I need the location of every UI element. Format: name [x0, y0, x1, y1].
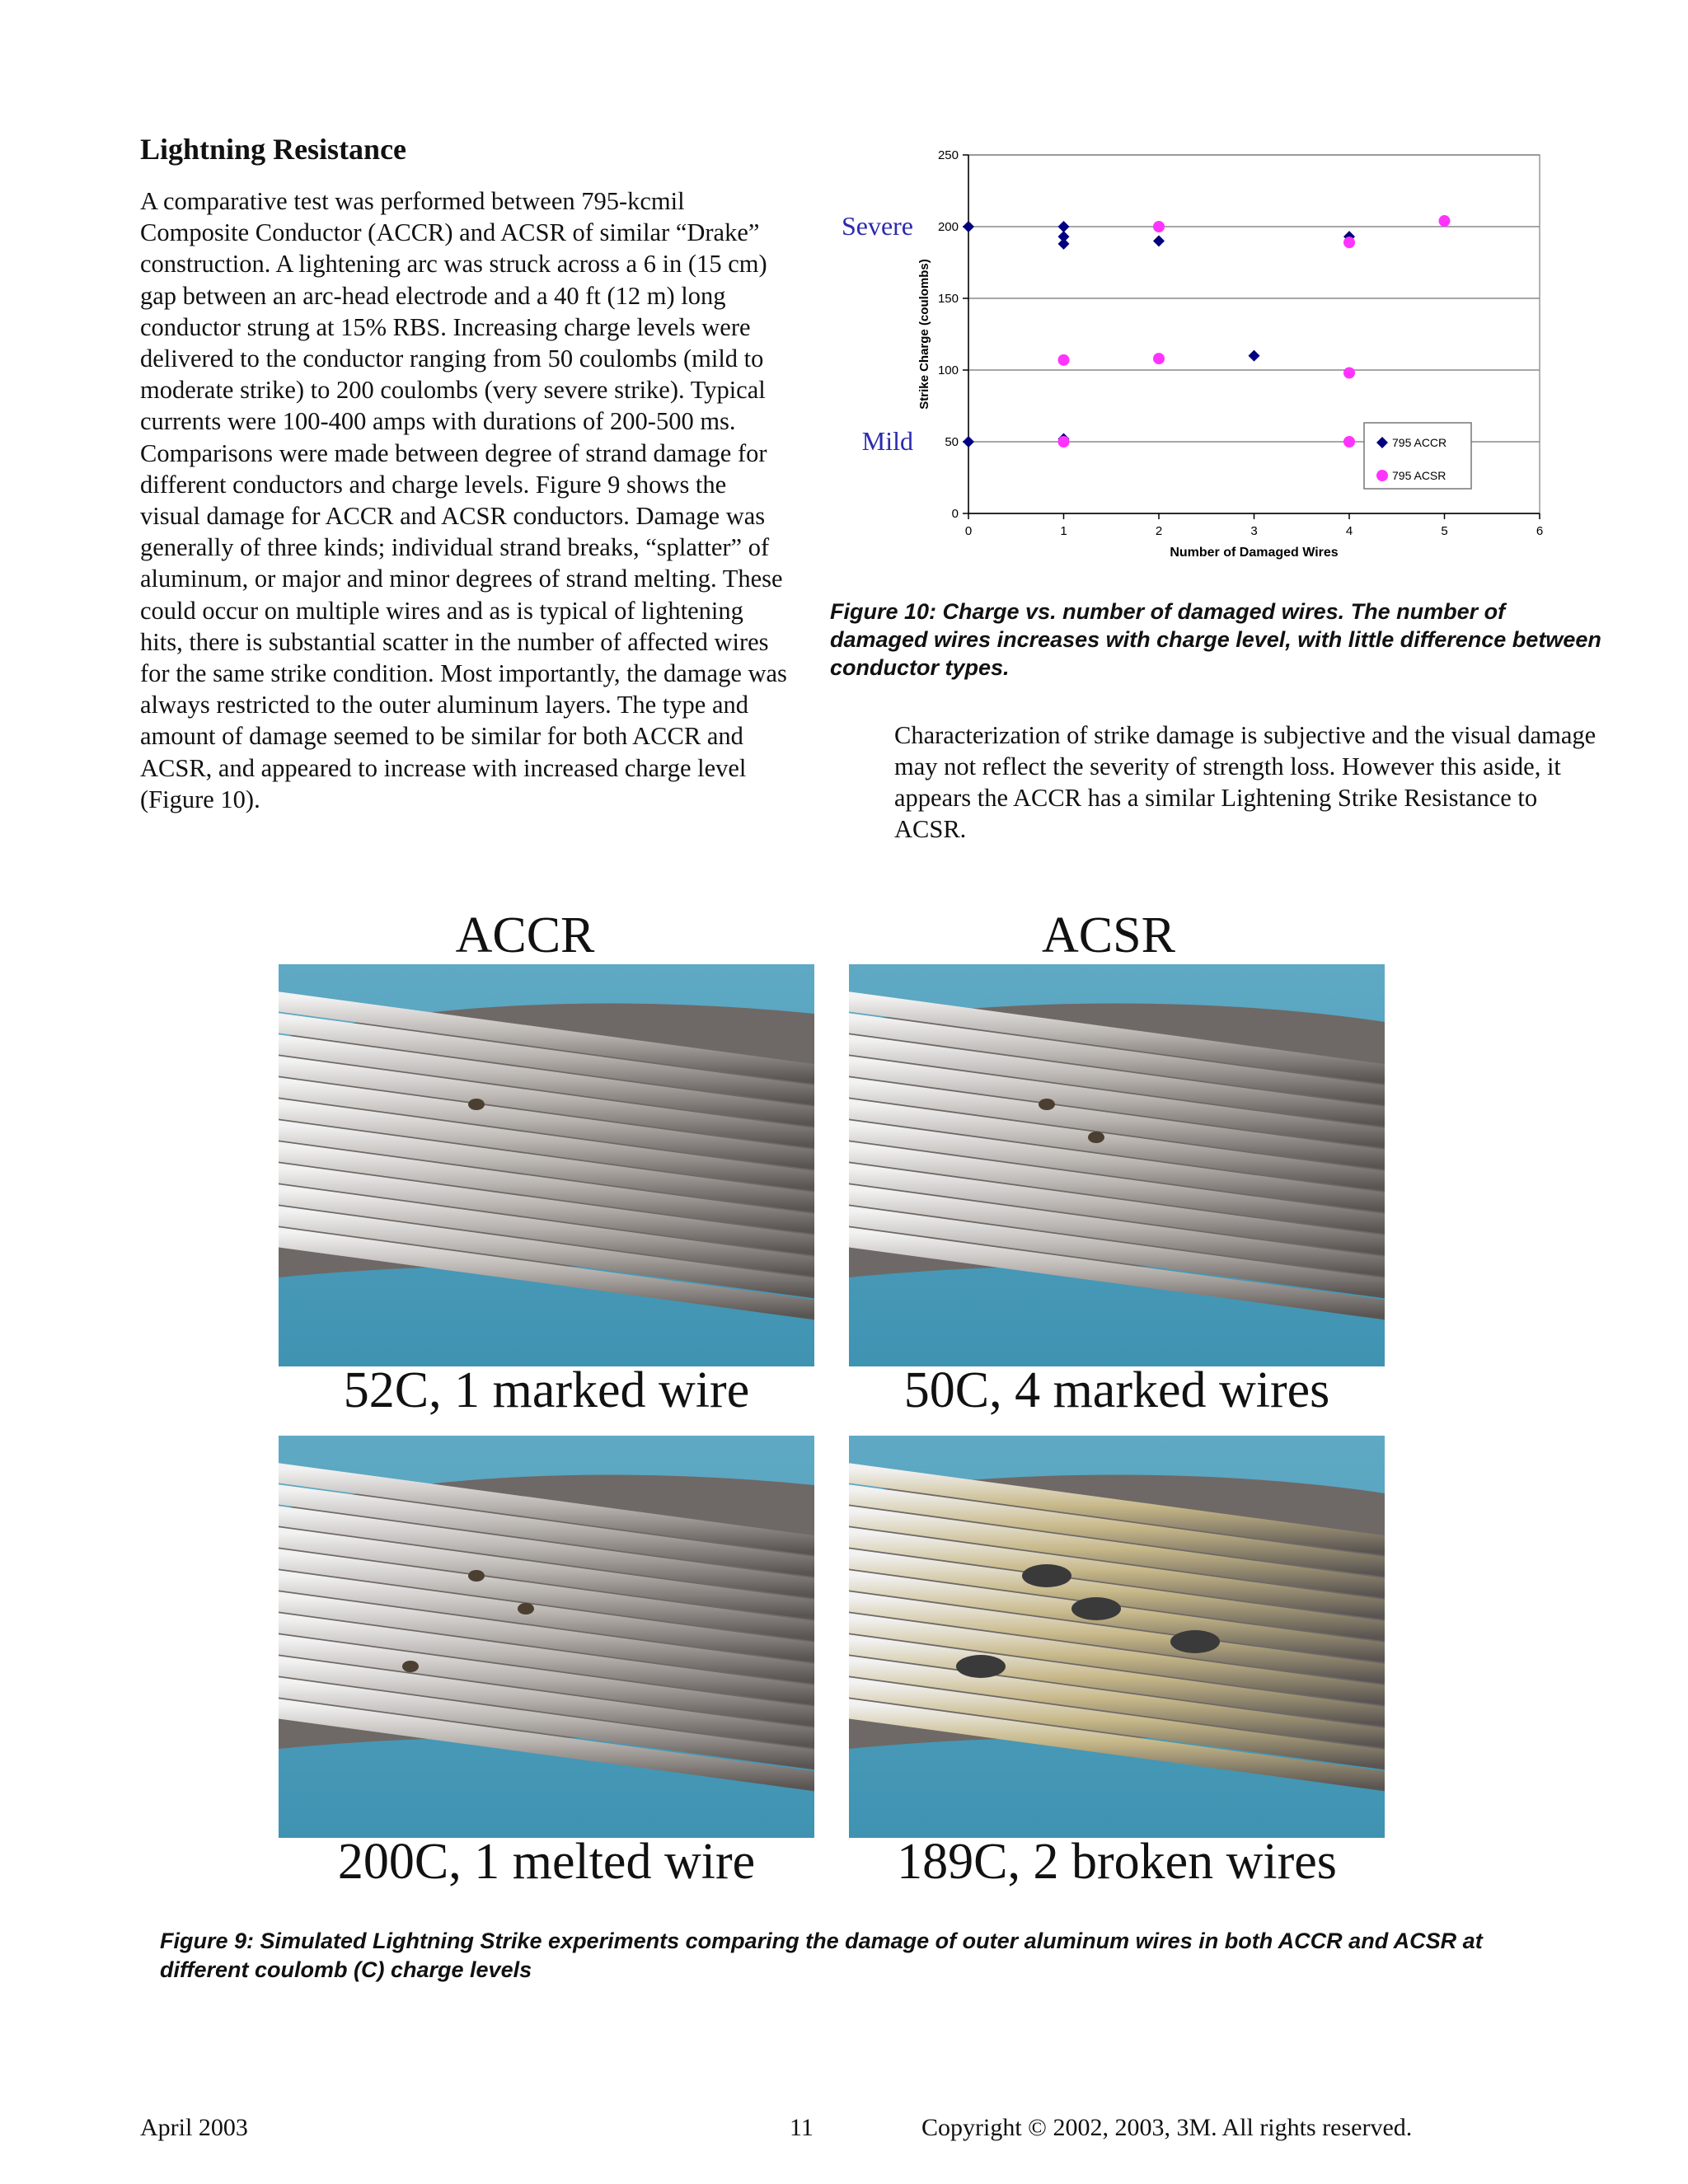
x-axis-label: Number of Damaged Wires [1170, 546, 1339, 560]
photo-caption: 52C, 1 marked wire [343, 1362, 750, 1418]
y-tick-label: 150 [937, 292, 959, 306]
conductor-photo-image [849, 1436, 1385, 1838]
page-number: 11 [790, 2114, 814, 2141]
photo-caption: 189C, 2 broken wires [897, 1834, 1337, 1890]
data-point [1249, 350, 1260, 362]
accr-200c-photo [279, 1436, 814, 1838]
figure-9-caption: Figure 9: Simulated Lightning Strike experiments comparing the damage of outer aluminum wires in both ACCR and ACSR at different coulomb (C) charge levels [160, 1929, 1483, 1982]
accr-52c-photo [279, 964, 814, 1366]
data-point [1343, 237, 1355, 248]
data-point [1153, 353, 1165, 364]
y-tick-label: 50 [945, 435, 959, 449]
data-point [1058, 221, 1070, 232]
data-point [1153, 221, 1165, 232]
body-paragraph-left: A comparative test was performed between 795-kcmil Composite Conductor (ACCR) and ACSR of similar “Drake” construction. A lightening arc was struck across a 6 in (15 cm) gap between an arc-head electrode and a 40 ft (12 m) long conductor strung at 15% RBS. Increasing charge levels were delivered to the conductor ranging from 50 coulombs (mild to moderate strike) to 200 coulombs (very severe strike). Typical currents were 100-400 amps with durations of 200-500 ms. Comparisons were made between degree of strand damage for different conductors and charge levels. Figure 9 shows the visual damage for ACCR and ACSR conductors. Damage was generally of three kinds; individual strand breaks, “splatter” of aluminum, or major and minor degrees of strand melting. These could occur on multiple wires and as is typical of lightening hits, there is substantial scatter in the number of affected wires for the same strike condition. Most importantly, the damage was always restricted to the outer aluminum layers. The type and amount of damage seemed to be similar for both ACCR and ACSR, and appeared to increase with increased charge level (Figure 10). [140, 187, 787, 813]
footer-copyright: Copyright © 2002, 2003, 3M. All rights reserved. [921, 2114, 1413, 2141]
conductor-photo-image [279, 1436, 814, 1838]
y-axis-label: Strike Charge (coulombs) [917, 259, 931, 410]
legend-label: 795 ACSR [1392, 469, 1447, 482]
data-point [963, 436, 974, 448]
data-point [1439, 215, 1451, 227]
acsr-50c-photo [849, 964, 1385, 1366]
data-point [1058, 354, 1070, 366]
section-heading: Lightning Resistance [140, 133, 407, 166]
data-point [1343, 436, 1355, 448]
annotation-mild: Mild [861, 426, 913, 456]
x-tick-label: 5 [1441, 524, 1448, 538]
photo-caption: 50C, 4 marked wires [903, 1362, 1330, 1418]
data-point [1343, 367, 1355, 378]
data-point [1153, 235, 1165, 246]
conductor-photo-image [849, 964, 1385, 1366]
acsr-column-label: ACSR [1042, 907, 1175, 963]
legend-marker [1376, 470, 1388, 481]
photo-caption: 200C, 1 melted wire [337, 1834, 756, 1890]
y-tick-label: 200 [937, 220, 959, 234]
footer-date: April 2003 [140, 2114, 248, 2141]
x-tick-label: 2 [1155, 524, 1163, 538]
acsr-189c-photo [849, 1436, 1385, 1838]
x-tick-label: 6 [1536, 524, 1544, 538]
x-tick-label: 3 [1250, 524, 1258, 538]
data-point [1058, 238, 1070, 250]
data-point [963, 221, 974, 232]
conductor-photo-image [279, 964, 814, 1366]
charge-vs-damage-chart [832, 136, 1558, 581]
body-paragraph-right: Characterization of strike damage is subjective and the visual damage may not reflect the severity of strength loss. However this aside, it appears the ACCR has a similar Lightening Strike Resistance to ACSR. [894, 721, 1597, 843]
x-tick-label: 4 [1345, 524, 1353, 538]
accr-column-label: ACCR [455, 907, 595, 963]
x-tick-label: 1 [1060, 524, 1067, 538]
legend-label: 795 ACCR [1392, 436, 1447, 449]
data-point [1058, 436, 1070, 448]
figure-10-caption: Figure 10: Charge vs. number of damaged wires. The number of damaged wires increases with charge level, with little difference between conductor types. [830, 599, 1601, 680]
y-tick-label: 0 [951, 507, 959, 521]
annotation-severe: Severe [841, 211, 913, 241]
x-tick-label: 0 [964, 524, 973, 538]
y-tick-label: 250 [937, 148, 959, 162]
y-tick-label: 100 [937, 363, 959, 377]
